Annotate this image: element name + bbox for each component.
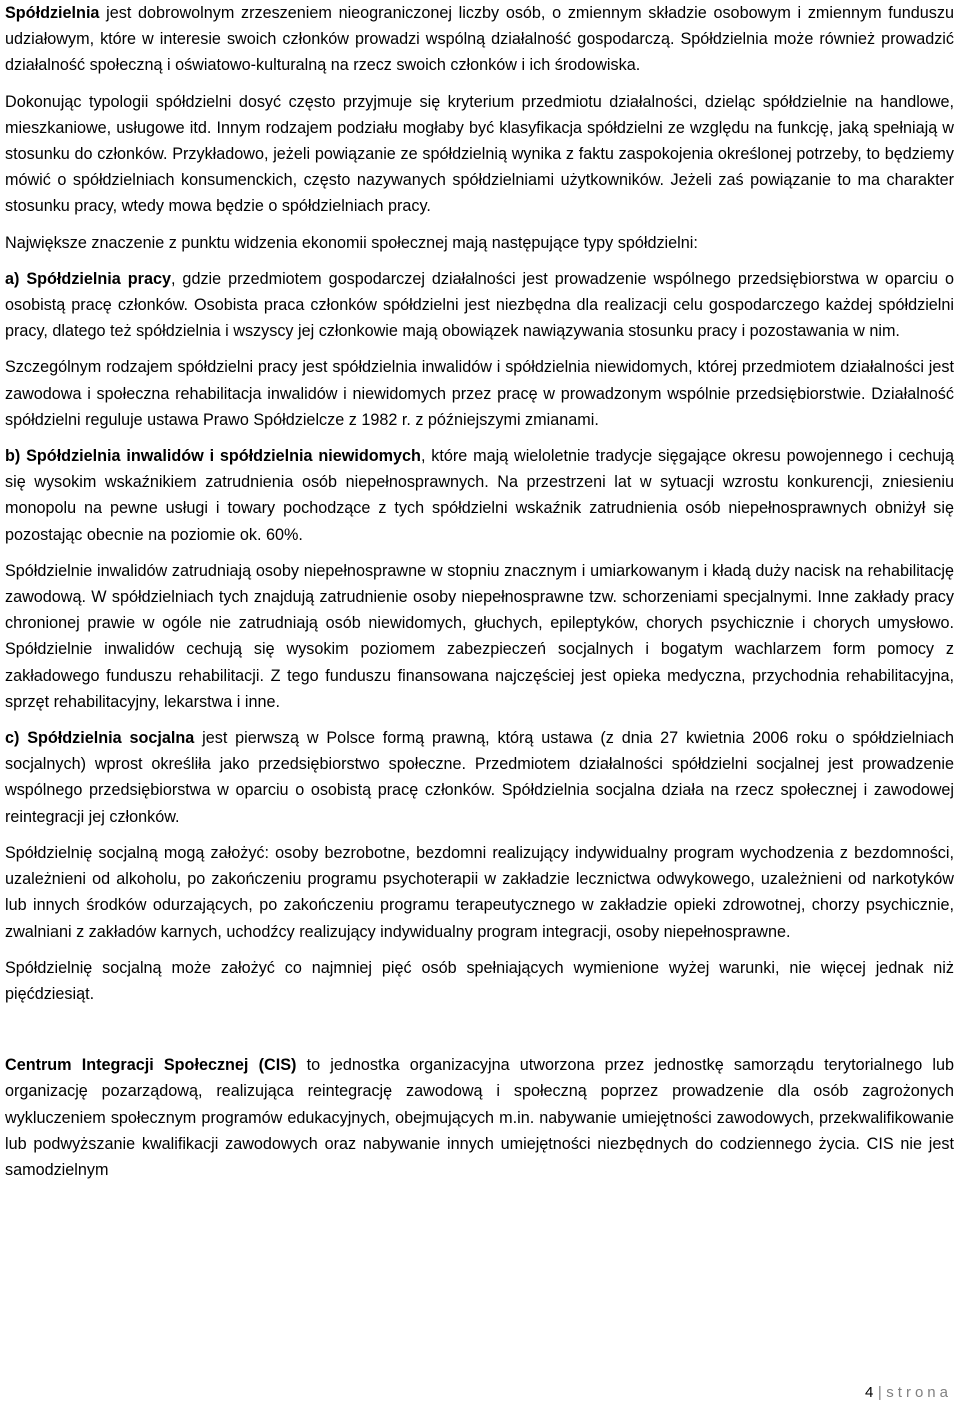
term-spoldzielnia-inwalidow: b) Spółdzielnia inwalidów i spółdzielnia niewidomych [5, 447, 421, 466]
term-spoldzielnia-socjalna: c) Spółdzielnia socjalna [5, 729, 195, 748]
footer-separator: | [877, 1384, 883, 1401]
paragraph-inwalidow-details: Spółdzielnie inwalidów zatrudniają osoby niepełnosprawne w stopniu znacznym i umiarkowanym i kładą duży nacisk na rehabilitację zawodową. W spółdzielniach tych znajdują zatrudnienie osoby niepełnosprawne tzw. schorzeniami specjalnymi. Inne zakłady pracy chronionej prawie w ogóle nie zatrudniają osób niewidomych, głuchych, epileptyków, chorych psychicznie i chorych umysłowo. Spółdzielnie inwalidów cechują się wysokim poziomem zabezpieczeń socjalnych i bogatym wachlarzem form pomocy z zakładowego funduszu rehabilitacji. Z tego funduszu finansowana najczęściej jest opieka medyczna, przychodnia rehabilitacyjna, sprzęt rehabilitacyjny, lekarstwa i inne. [5, 561, 954, 711]
paragraph-text: jest pierwszą w Polsce formą prawną, którą ustawa (z dnia 27 kwietnia 2006 roku o spółdzielniach socjalnych) wprost określiła jako przedsiębiorstwo społeczne. Przedmiotem działalności spółdzielni socjalnej jest prowadzenie wspólnego przedsiębiorstwa w oparciu o osobistą pracę członków. Spółdzielnia socjalna działa na rzecz społecznej i zawodowej reintegracji jej członków. [5, 729, 955, 826]
page-footer [865, 1384, 952, 1401]
document-page [5, 0, 954, 1193]
paragraph-text: jest dobrowolnym zrzeszeniem nieograniczonej liczby osób, o zmiennym składzie osobowym i zmiennym funduszu udziałowym, które w interesie swoich członków prowadzi wspólną działalność gospodarczą. Spółdzielnia może również prowadzić działalność społeczną i oświatowo-kulturalną na rzecz swoich członków i ich środowiska. [5, 4, 954, 75]
paragraph-text: , gdzie przedmiotem gospodarczej działalności jest prowadzenie wspólnego przedsiębiorstwa w oparciu o osobistą pracę członków. Osobista praca członków spółdzielni jest niezbędna dla realizacji celu gospodarczego każdej spółdzielni pracy, dlatego też spółdzielnia i wszyscy jej członkowie mają obowiązek nawiązywania stosunku pracy i pozostawania w nim. [5, 269, 954, 341]
paragraph-typology: Dokonując typologii spółdzielni dosyć często przyjmuje się kryterium przedmiotu działalności, dzieląc spółdzielnie na handlowe, mieszkaniowe, usługowe itd. Innym rodzajem podziału mogłaby być klasyfikacja spółdzielni ze względu na funkcję, jaką spełniają w stosunku do członków. Przykładowo, jeżeli powiązanie ze spółdzielnią wynika z faktu zaspokojenia określonej potrzeby, to będziemy mówić o spółdzielniach konsumenckich, często nazywanych spółdzielniami użytkowników. Jeżeli zaś powiązanie to ma charakter stosunku pracy, wtedy mowa będzie o spółdzielniach pracy. [5, 92, 954, 216]
paragraph-spoldzielnia-pracy [5, 266, 954, 345]
paragraph-spoldzielnia-inwalidow [5, 443, 954, 548]
page-number: 4 [865, 1384, 874, 1401]
paragraph-socjalna-count: Spółdzielnię socjalną może założyć co najmniej pięć osób spełniających wymienione wyżej warunki, nie więcej jednak niż pięćdziesiąt. [5, 958, 954, 1003]
paragraph-cis [5, 1052, 954, 1183]
term-spoldzielnia-pracy: a) Spółdzielnia pracy [5, 269, 171, 288]
paragraph-text: to jednostka organizacyjna utworzona przez jednostkę samorządu terytorialnego lub organizację pozarządową, realizująca reintegrację zawodową i społeczną poprzez prowadzenie dla osób zagrożonych wykluczeniem społecznym programów edukacyjnych, obejmujących m.in. nabywanie umiejętności zawodowych, przekwalifikowanie lub podwyższanie kwalifikacji zawodowych oraz nabywanie innych umiejętności niezbędnych do codziennego życia. CIS nie jest samodzielnym [5, 1056, 954, 1179]
term-cis: Centrum Integracji Społecznej (CIS) [5, 1056, 297, 1075]
paragraph-definition [5, 0, 954, 79]
paragraph-types-intro: Największe znaczenie z punktu widzenia ekonomii społecznej mają następujące typy spółdzielni: [5, 233, 698, 252]
paragraph-inwalidow-intro: Szczególnym rodzajem spółdzielni pracy jest spółdzielnia inwalidów i spółdzielnia niewidomych, której przedmiotem działalności jest zawodowa i społeczna rehabilitacja inwalidów i niewidomych przez pracę w prowadzonym wspólnie przedsiębiorstwie. Działalność spółdzielni reguluje ustawa Prawo Spółdzielcze z 1982 r. z późniejszymi zmianami. [5, 358, 954, 429]
section-spacer [5, 1017, 954, 1052]
term-spoldzielnia: Spółdzielnia [5, 4, 100, 22]
paragraph-text: , które mają wieloletnie tradycje sięgające okresu powojennego i cechują się wysokim wskaźnikiem zatrudnienia osób niepełnosprawnych. Na przestrzeni lat w sytuacji wzrostu konkurencji, zniesieniu monopolu na pewne usługi i towary pochodzące z tych spółdzielni wskaźnik zatrudnienia osób niepełnosprawnych obniżył się pozostając obecnie na poziomie ok. 60%. [5, 447, 954, 544]
paragraph-socjalna-founders: Spółdzielnię socjalną mogą założyć: osoby bezrobotne, bezdomni realizujący indywidualny program wychodzenia z bezdomności, uzależnieni od alkoholu, po zakończeniu programu psychoterapii w zakładzie lecznictwa odwykowego, uzależnieni od narkotyków lub innych środków odurzających, po zakończeniu programu terapeutycznego w zakładzie opieki zdrowotnej, chorzy psychicznie, zwalniani z zakładów karnych, uchodźcy realizujący indywidualny program integracji, osoby niepełnosprawne. [5, 843, 954, 941]
page-word: strona [886, 1384, 952, 1401]
paragraph-spoldzielnia-socjalna [5, 725, 954, 830]
